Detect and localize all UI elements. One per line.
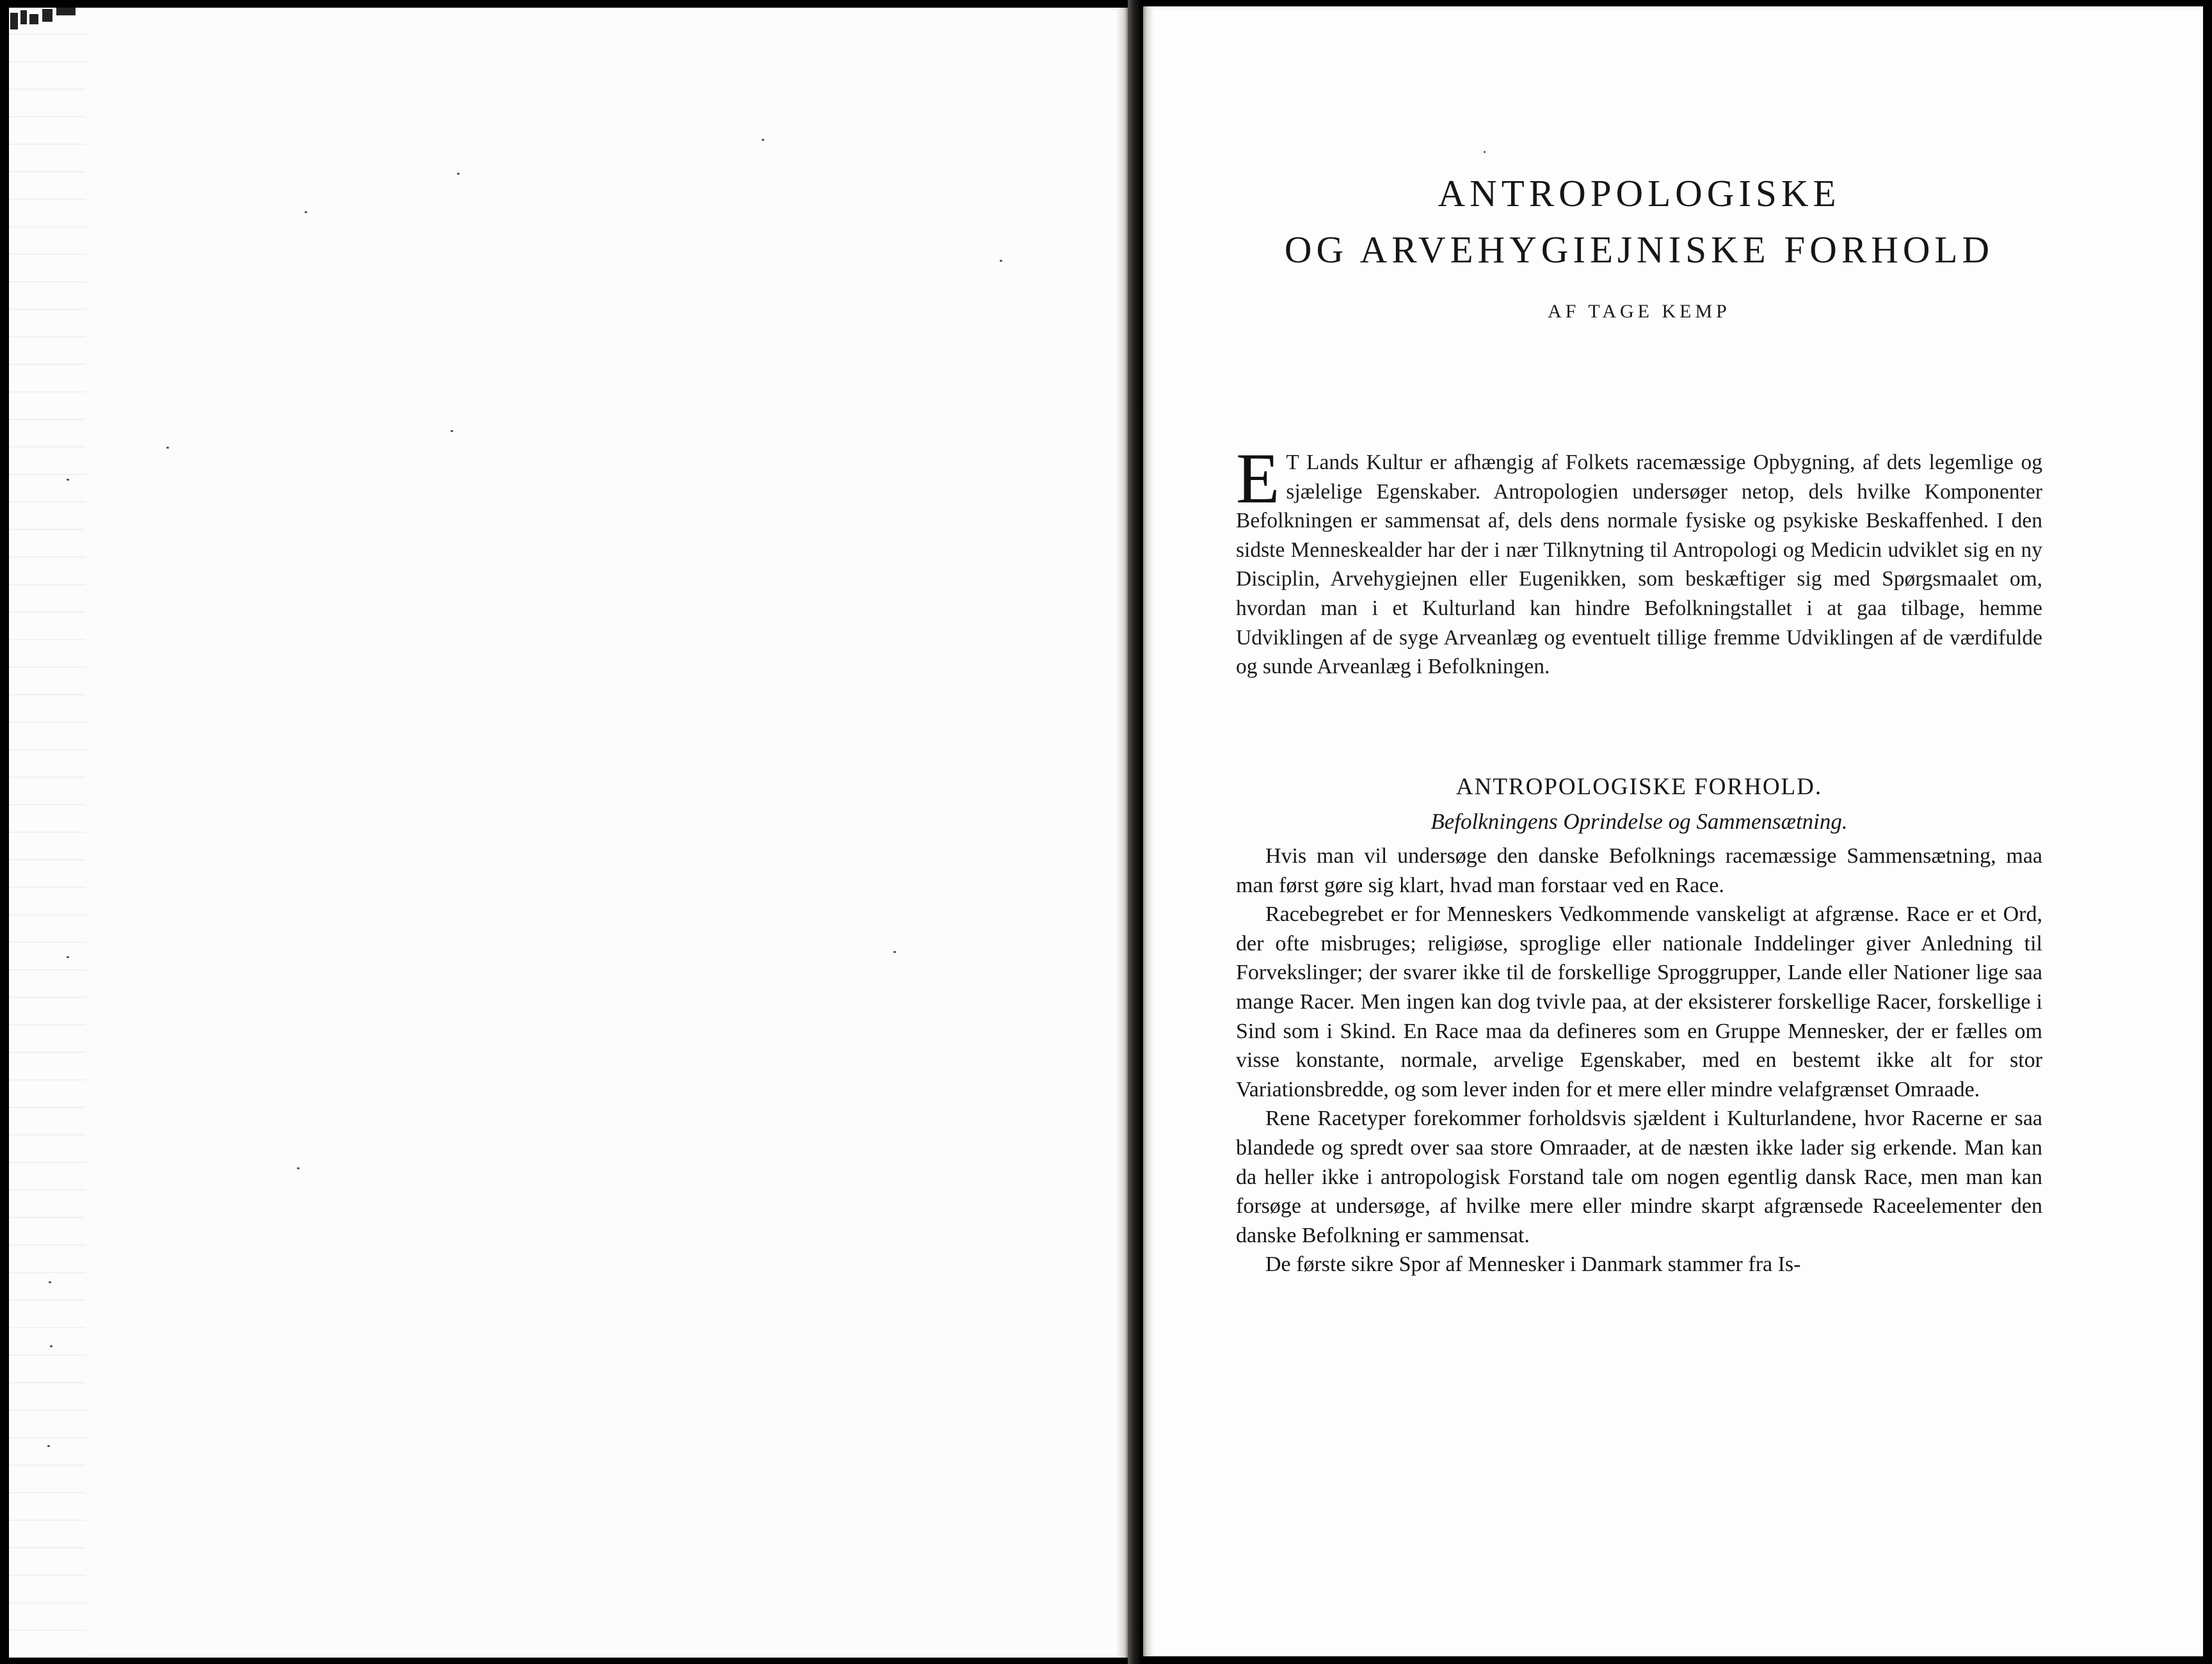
paper-speck (305, 211, 307, 213)
body-text (1236, 842, 2042, 1279)
title-line-2: OG ARVEHYGIEJNISKE FORHOLD (1284, 228, 1994, 271)
paper-speck (67, 479, 69, 481)
paper-speck (50, 1345, 52, 1347)
section-subheading: Befolkningens Oprindelse og Sammensætning. (1431, 809, 1848, 834)
author-byline: AF TAGE KEMP (1548, 301, 1731, 322)
intro-text: T Lands Kultur er afhængig af Folkets racemæssige Opbygning, af dets legemlige og sjælelige Egenskaber. Antropologien undersøger netop, dels hvilke Komponenter Befolkningen er sammensat af, dels dens normale fysiske og psykiske Beskaffenhed. I den sidste Menneskealder har der i nær Tilknytning til Antropologi og Medicin udviklet sig en ny Disciplin, Arvehygiejnen eller Eugenikken, som beskæftiger sig med Spørgsmaalet om, hvordan man i et Kulturland kan hindre Befolkningstallet i at gaa tilbage, hemme Udviklingen af de syge Arveanlæg og eventuelt tillige fremme Udviklingen af de værdifulde og sunde Arveanlæg i Befolkningen. (1236, 451, 2042, 679)
intro-paragraph (1236, 439, 2042, 682)
paper-speck (894, 951, 896, 953)
body-paragraph: Rene Racetyper forekommer forholdsvis sjældent i Kulturlandene, hvor Racerne er saa blandede og spredt over saa store Omraader, at de næsten ikke lader sig erkende. Man kan da heller ikke i antropologisk Forstand tale om nogen egentlig dansk Race, men man kan forsøge at undersøge, af hvilke mere eller mindre skarpt afgrænsede Raceelementer den danske Befolkning er sammensat. (1236, 1107, 2042, 1247)
page-gutter-shadow (1116, 8, 1128, 1658)
drop-cap: E (1236, 439, 1280, 518)
paper-speck (49, 1281, 51, 1283)
corner-ink-blot (9, 8, 79, 33)
book-gutter (1128, 0, 1142, 1664)
paper-speck (1000, 260, 1002, 262)
body-paragraph: Racebegrebet er for Menneskers Vedkommende vanskeligt at afgrænse. Race er et Ord, der ofte misbruges; religiøse, sproglige eller nationale Inddelinger giver Anledning til Forvekslinger; der svarer ikke til de forskellige Sproggrupper, Lande eller Nationer lige saa mange Racer. Men ingen kan dog tvivle paa, at der eksisterer forskellige Racer, forskellige i Sind som i Skind. En Race maa da defineres som en Gruppe Mennesker, der er fælles om visse konstante, normale, arvelige Egenskaber, med en bestemt ikke alt for stor Variationsbredde, og som lever inden for et mere eller mindre velafgrænset Omraade. (1236, 902, 2042, 1101)
paper-speck (166, 447, 169, 449)
body-paragraph: Hvis man vil undersøge den danske Befolknings racemæssige Sammensætning, maa man først gøre sig klart, hvad man forstaar ved en Race. (1236, 844, 2042, 897)
paper-speck (67, 956, 69, 958)
title-line-1: ANTROPOLOGISKE (1438, 172, 1841, 214)
page-gutter-shadow (1143, 6, 1153, 1656)
paper-speck (762, 139, 764, 141)
paper-speck (451, 430, 453, 432)
left-page-blank (9, 8, 1128, 1658)
paper-speck (47, 1445, 50, 1447)
section-heading: ANTROPOLOGISKE FORHOLD. (1455, 774, 1823, 800)
body-paragraph: De første sikre Spor af Mennesker i Danmark stammer fra Is- (1265, 1252, 1801, 1277)
paper-speck (1484, 151, 1486, 153)
page-edge-texture (9, 8, 86, 1658)
right-page (1143, 6, 2203, 1656)
paper-speck (297, 1167, 300, 1169)
paper-speck (457, 173, 460, 175)
